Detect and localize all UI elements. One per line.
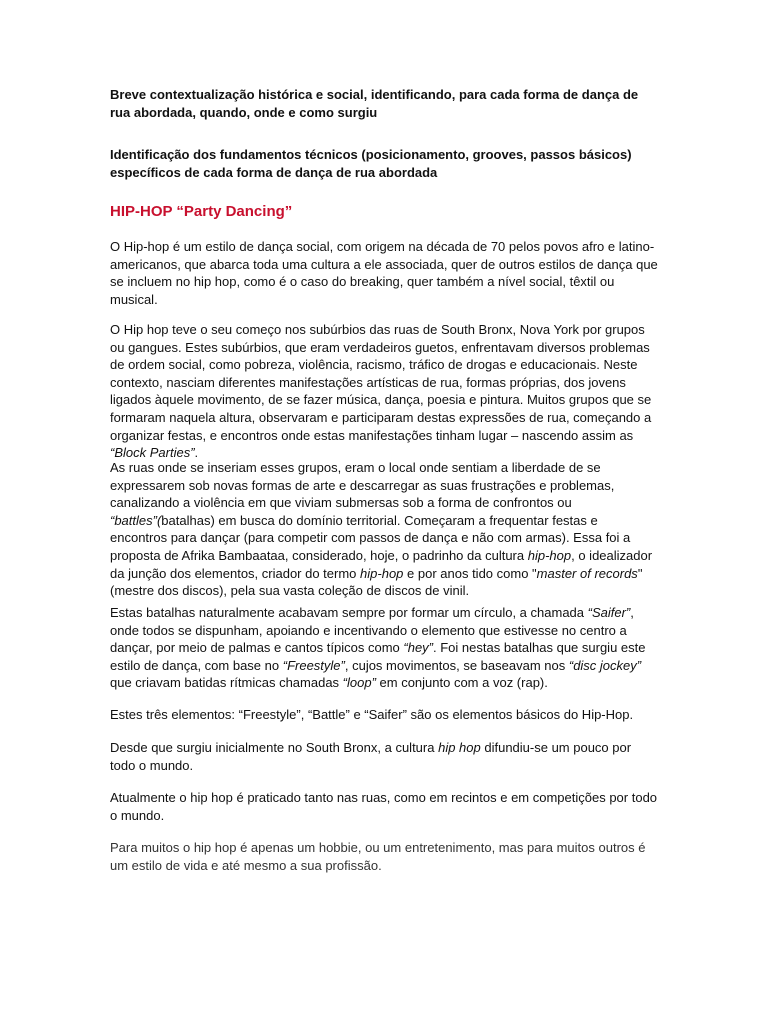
paragraph-text: que criavam batidas rítmicas chamadas [110,675,343,691]
paragraph-text: difundiu-se um pouco por todo o mundo. [110,740,632,773]
paragraph-spread [110,739,658,774]
paragraph-text: em conjunto com a voz (rap). [375,675,548,691]
emphasis-hip-hop: hip-hop [527,547,572,563]
paragraph-text: batalhas) em busca do domínio territorial. Começaram a frequentar festas e encontros para dançar (para competir com passos de dança e não com armas). Essa foi a proposta de Afrika Bambaataa, considerado, hoje, o padrinho da cultura [110,512,631,563]
paragraph-three-elements: Estes três elementos: “Freestyle”, “Battle” e “Saifer” são os elementos básicos do Hip-Hop. [110,707,634,722]
paragraph-saifer [110,604,658,692]
paragraph-south-bronx [110,321,658,462]
paragraph-battles [110,459,658,600]
emphasis-battles: “battles”( [110,512,162,528]
paragraph-origin: O Hip-hop é um estilo de dança social, com origem na década de 70 pelos povos afro e latino-americanos, que abarca toda uma cultura a ele associada, quer de outros estilos de dança que se incluem no hip hop, como é o caso do breaking, quer também a nível social, têxtil ou musical. [110,239,658,307]
emphasis-hip-hop-term: hip-hop [360,565,404,581]
paragraph-text: Estas batalhas naturalmente acabavam sempre por formar um círculo, a chamada [110,605,588,620]
emphasis-block-parties: “Block Parties” [110,445,195,461]
paragraph-text: Desde que surgiu inicialmente no South Bronx, a cultura [110,740,439,755]
paragraph-text: , cujos movimentos, se baseavam nos [344,657,569,673]
emphasis-hey: “hey” [403,640,434,656]
heading-context: Breve contextualização histórica e social, identificando, para cada forma de dança de rua abordada, quando, onde e como surgiu [110,87,639,120]
emphasis-master-of-records: master of records [536,565,638,581]
paragraph-text: . [194,445,199,461]
paragraph-text: , onde todos se dispunham, apoiando e incentivando o elemento que estivesse no centro a dançar, por meio de palmas e cantos típicos como [110,605,634,656]
section-title: HIP-HOP “Party Dancing” [110,203,293,220]
heading-fundamentals: Identificação dos fundamentos técnicos (posicionamento, grooves, passos básicos) específicos de cada forma de dança de rua abordada [110,147,632,180]
paragraph-text: e por anos tido como " [403,565,537,581]
emphasis-loop: “loop” [342,675,376,691]
paragraph-text: " (mestre dos discos), pela sua vasta coleção de discos de vinil. [110,565,643,599]
emphasis-saifer: “Saifer” [587,605,631,620]
paragraph-lifestyle: Para muitos o hip hop é apenas um hobbie, ou um entretenimento, mas para muitos outros é um estilo de vida e até mesmo a sua profissão. [110,840,646,873]
paragraph-today: Atualmente o hip hop é praticado tanto nas ruas, como em recintos e em competições por todo o mundo. [110,790,658,823]
paragraph-text: As ruas onde se inseriam esses grupos, eram o local onde sentiam a liberdade de se expressarem sob novas formas de arte e descarregar as suas frustrações e problemas, canalizando a violência em que viviam submersas sob a forma de confrontos ou [110,460,615,511]
emphasis-freestyle: “Freestyle” [282,657,345,673]
emphasis-disc-jockey: “disc jockey” [568,657,642,673]
emphasis-hip-hop-culture: hip hop [438,740,481,755]
paragraph-text: , o idealizador da junção dos elementos, criador do termo [110,547,653,581]
paragraph-text: O Hip hop teve o seu começo nos subúrbios das ruas de South Bronx, Nova York por grupos ou gangues. Estes subúrbios, que eram verdadeiros guetos, enfrentavam diversos problemas de ordem social, como pobreza, violência, racismo, tráfico de drogas e educacionais. Neste contexto, nasciam diferentes manifestações artísticas de rua, formas próprias, dos jovens ligados àquele movimento, de se fazer música, dança, poesia e pintura. Muitos grupos que se formaram naquela altura, observaram e participaram destas expressões de rua, começando a organizar festas, e encontros onde estas manifestações tinham lugar – nascendo assim as [110,322,652,443]
paragraph-text: . Foi nestas batalhas que surgiu este estilo de dança, com base no [110,640,646,673]
